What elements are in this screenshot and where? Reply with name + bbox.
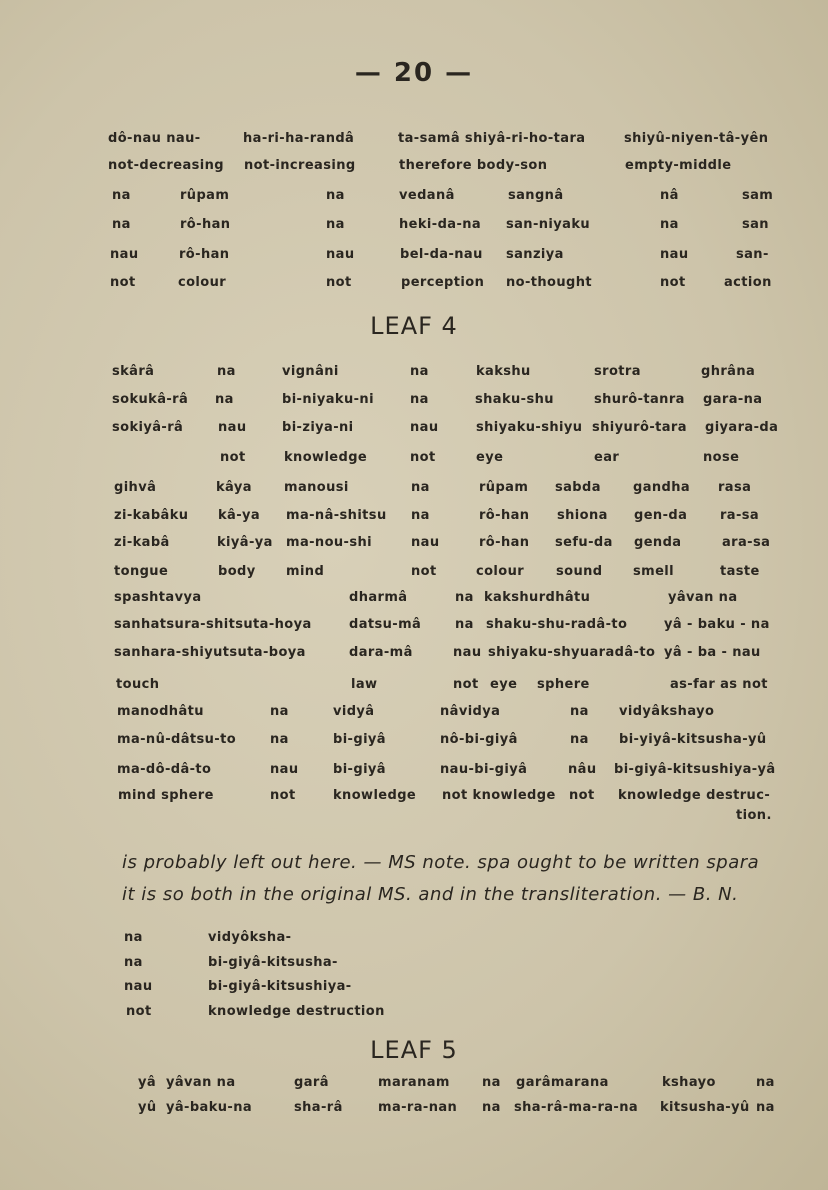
word: shiyû-niyen-tâ-yên xyxy=(624,131,769,146)
word: nâu xyxy=(568,762,597,777)
word: knowledge destruc- xyxy=(618,788,771,803)
word: zi-kabâ xyxy=(114,535,170,550)
word: colour xyxy=(178,275,227,290)
word: nose xyxy=(703,450,740,465)
note-line-2: it is so both in the original MS. and in the transliteration. — B. N. xyxy=(122,884,739,905)
word: na xyxy=(326,217,345,232)
word: nau xyxy=(124,979,153,994)
word: kâya xyxy=(216,480,252,495)
word: shaku-shu-radâ-to xyxy=(486,617,628,632)
word: nau-bi-giyâ xyxy=(440,762,528,777)
word: shiona xyxy=(557,508,608,523)
text-line xyxy=(0,364,828,386)
word: eye xyxy=(490,677,518,692)
word: sanhatsura-shitsuta-hoya xyxy=(114,617,312,632)
word: na xyxy=(570,732,589,747)
word: sanhara-shiyutsuta-boya xyxy=(114,645,306,660)
word: nau xyxy=(110,247,139,262)
word: ra-sa xyxy=(720,508,760,523)
text-line xyxy=(0,275,828,297)
word: na xyxy=(482,1075,501,1090)
word: na xyxy=(410,392,429,407)
word: na xyxy=(215,392,234,407)
word: not-decreasing xyxy=(108,158,224,173)
word: yâvan na xyxy=(668,590,738,605)
word: heki-da-na xyxy=(399,217,482,232)
word: nau xyxy=(270,762,299,777)
note-line-1: is probably left out here. — MS note. spa ought to be written spara xyxy=(122,852,760,873)
word: sokukâ-râ xyxy=(112,392,189,407)
text-line xyxy=(0,158,828,180)
word: not xyxy=(569,788,595,803)
text-line xyxy=(0,188,828,210)
word: knowledge destruction xyxy=(208,1004,385,1019)
text-line xyxy=(0,704,828,726)
word: garâ xyxy=(294,1075,329,1090)
word: na xyxy=(326,188,345,203)
word: nau xyxy=(410,420,439,435)
page-number: — 20 — xyxy=(354,58,474,88)
word: ma-nâ-shitsu xyxy=(286,508,387,523)
word: shurô-tanra xyxy=(594,392,685,407)
leaf-5-heading: LEAF 5 xyxy=(370,1036,458,1064)
word: yâ - baku - na xyxy=(664,617,770,632)
word: nau xyxy=(218,420,247,435)
text-line xyxy=(0,535,828,557)
word: na xyxy=(270,732,289,747)
text-line xyxy=(0,617,828,639)
word: perception xyxy=(401,275,485,290)
word: na xyxy=(112,217,131,232)
word: not xyxy=(660,275,686,290)
word: nâ xyxy=(660,188,679,203)
text-line xyxy=(0,645,828,667)
word: na xyxy=(217,364,236,379)
word: not xyxy=(270,788,296,803)
text-line xyxy=(0,788,828,810)
word: sanziya xyxy=(506,247,564,262)
word: bi-giyâ-kitsusha- xyxy=(208,955,338,970)
word: sha-râ xyxy=(294,1100,343,1115)
word: ma-ra-nan xyxy=(378,1100,458,1115)
text-line xyxy=(0,450,828,472)
word: not knowledge xyxy=(442,788,556,803)
word: mind sphere xyxy=(118,788,214,803)
word: shiyaku-shyuaradâ-to xyxy=(488,645,656,660)
word: datsu-mâ xyxy=(349,617,422,632)
word: not xyxy=(453,677,479,692)
word: vidyôksha- xyxy=(208,930,292,945)
text-line xyxy=(0,732,828,754)
word: na xyxy=(411,480,430,495)
word: na xyxy=(410,364,429,379)
word: as-far as not xyxy=(670,677,768,692)
word: rûpam xyxy=(180,188,230,203)
text-line xyxy=(0,217,828,239)
word: nâvidya xyxy=(440,704,501,719)
word: kshayo xyxy=(662,1075,716,1090)
word: kakshu xyxy=(476,364,531,379)
word: ma-nou-shi xyxy=(286,535,372,550)
word: rô-han xyxy=(479,535,530,550)
word: therefore body-son xyxy=(399,158,548,173)
word: nau xyxy=(660,247,689,262)
word: body xyxy=(218,564,256,579)
word: dara-mâ xyxy=(349,645,413,660)
word: rasa xyxy=(718,480,752,495)
word: mind xyxy=(286,564,325,579)
word: colour xyxy=(476,564,525,579)
text-line xyxy=(0,392,828,414)
word: tongue xyxy=(114,564,169,579)
text-line xyxy=(0,762,828,784)
word: vidyâ xyxy=(333,704,375,719)
word: not xyxy=(411,564,437,579)
word: rô-han xyxy=(179,247,230,262)
word: na xyxy=(124,930,143,945)
word: bi-yiyâ-kitsusha-yû xyxy=(619,732,767,747)
word: no-thought xyxy=(506,275,593,290)
text-line xyxy=(0,131,828,153)
word: ma-nû-dâtsu-to xyxy=(117,732,237,747)
word: kakshurdhâtu xyxy=(484,590,591,605)
word: na xyxy=(756,1100,775,1115)
word: sam xyxy=(742,188,774,203)
text-line xyxy=(0,247,828,269)
word: san xyxy=(742,217,769,232)
word: shiyaku-shiyu xyxy=(476,420,583,435)
text-line xyxy=(0,1100,828,1122)
word: eye xyxy=(476,450,504,465)
word: manodhâtu xyxy=(117,704,204,719)
word: yâvan na xyxy=(166,1075,236,1090)
word: bi-giyâ-kitsushiya- xyxy=(208,979,352,994)
word: knowledge xyxy=(333,788,417,803)
word: gara-na xyxy=(703,392,763,407)
text-line xyxy=(0,677,828,699)
word: vidyâkshayo xyxy=(619,704,715,719)
word: shiyurô-tara xyxy=(592,420,687,435)
word: san- xyxy=(736,247,769,262)
word: yâ - ba - nau xyxy=(664,645,761,660)
word: dô-nau nau- xyxy=(108,131,201,146)
word: nô-bi-giyâ xyxy=(440,732,518,747)
word: bi-niyaku-ni xyxy=(282,392,374,407)
text-line xyxy=(0,1075,828,1097)
word: kâ-ya xyxy=(218,508,261,523)
word: bi-giyâ xyxy=(333,732,386,747)
word: zi-kabâku xyxy=(114,508,189,523)
word: spashtavya xyxy=(114,590,202,605)
word: na xyxy=(455,590,474,605)
word: na xyxy=(124,955,143,970)
word: na xyxy=(455,617,474,632)
text-line xyxy=(0,808,828,830)
word: gen-da xyxy=(634,508,688,523)
word: smell xyxy=(633,564,675,579)
word: giyara-da xyxy=(705,420,779,435)
word: sound xyxy=(556,564,603,579)
word: na xyxy=(756,1075,775,1090)
word: not xyxy=(220,450,246,465)
word: bel-da-nau xyxy=(400,247,483,262)
word: rô-han xyxy=(479,508,530,523)
word: vedanâ xyxy=(399,188,455,203)
word: ghrâna xyxy=(701,364,756,379)
word: ma-dô-dâ-to xyxy=(117,762,212,777)
word: action xyxy=(724,275,772,290)
word: gihvâ xyxy=(114,480,157,495)
word: ha-ri-ha-randâ xyxy=(243,131,355,146)
word: sangnâ xyxy=(508,188,564,203)
word: vignâni xyxy=(282,364,339,379)
word: not xyxy=(110,275,136,290)
text-line xyxy=(0,480,828,502)
word: nau xyxy=(326,247,355,262)
word: yû xyxy=(138,1100,157,1115)
word: empty-middle xyxy=(625,158,732,173)
text-line xyxy=(0,979,828,1001)
word: kitsusha-yû xyxy=(660,1100,750,1115)
word: gandha xyxy=(633,480,691,495)
word: dharmâ xyxy=(349,590,408,605)
word: ta-samâ shiyâ-ri-ho-tara xyxy=(398,131,586,146)
word: na xyxy=(411,508,430,523)
word: bi-ziya-ni xyxy=(282,420,354,435)
text-line xyxy=(0,1004,828,1026)
word: manousi xyxy=(284,480,349,495)
word: garâmarana xyxy=(516,1075,609,1090)
word: kiyâ-ya xyxy=(217,535,273,550)
leaf-4-heading: LEAF 4 xyxy=(370,312,458,340)
word: sphere xyxy=(537,677,590,692)
word: rô-han xyxy=(180,217,231,232)
word: ara-sa xyxy=(722,535,771,550)
word: tion. xyxy=(736,808,772,823)
word: touch xyxy=(116,677,160,692)
word: knowledge xyxy=(284,450,368,465)
word: taste xyxy=(720,564,760,579)
word: yâ-baku-na xyxy=(166,1100,253,1115)
word: na xyxy=(660,217,679,232)
word: sha-râ-ma-ra-na xyxy=(514,1100,639,1115)
word: yâ xyxy=(138,1075,157,1090)
word: ear xyxy=(594,450,620,465)
word: not-increasing xyxy=(244,158,356,173)
word: na xyxy=(570,704,589,719)
word: san-niyaku xyxy=(506,217,591,232)
word: not xyxy=(326,275,352,290)
word: sokiyâ-râ xyxy=(112,420,184,435)
text-line xyxy=(0,590,828,612)
word: not xyxy=(410,450,436,465)
word: na xyxy=(482,1100,501,1115)
text-line xyxy=(0,420,828,442)
word: maranam xyxy=(378,1075,450,1090)
word: bi-giyâ xyxy=(333,762,386,777)
word: shaku-shu xyxy=(475,392,554,407)
text-line xyxy=(0,508,828,530)
text-line xyxy=(0,955,828,977)
word: genda xyxy=(634,535,682,550)
word: srotra xyxy=(594,364,641,379)
word: nau xyxy=(453,645,482,660)
word: not xyxy=(126,1004,152,1019)
text-line xyxy=(0,930,828,952)
word: na xyxy=(112,188,131,203)
word: rûpam xyxy=(479,480,529,495)
text-line xyxy=(0,564,828,586)
word: skârâ xyxy=(112,364,155,379)
word: na xyxy=(270,704,289,719)
word: bi-giyâ-kitsushiya-yâ xyxy=(614,762,776,777)
word: nau xyxy=(411,535,440,550)
word: sefu-da xyxy=(555,535,613,550)
word: law xyxy=(351,677,378,692)
word: sabda xyxy=(555,480,601,495)
